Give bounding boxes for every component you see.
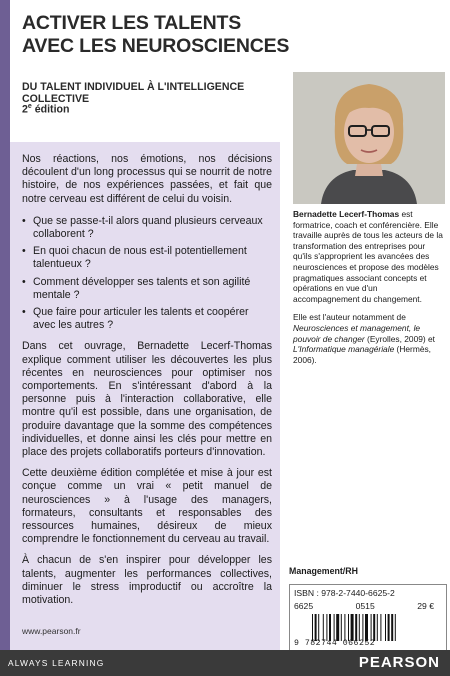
question-item: • Que se passe-t-il alors quand plusieurs cerveaux collaborent ?: [22, 215, 272, 241]
publisher-tagline: ALWAYS LEARNING: [8, 658, 105, 668]
question-item: • Que faire pour articuler les talents et coopérer avec les autres ?: [22, 306, 272, 332]
author-bio-start: Elle est l'auteur notamment de: [293, 312, 406, 323]
author-photo: [293, 72, 445, 204]
book-title: [22, 12, 322, 58]
isbn-number: ISBN : 978-2-7440-6625-2: [294, 588, 395, 598]
book-category: Management/RH: [289, 566, 358, 576]
book-title-1: Neurosciences et management, le pouvoir de changer: [293, 322, 421, 344]
footer-bar: [0, 650, 450, 676]
closing-paragraph: À chacun de s'en inspirer pour développer les talents, augmenter les performances collectives, diminuer le stress improductif ou accroître la motivation.: [22, 554, 272, 607]
question-list: [22, 215, 272, 333]
publisher-url[interactable]: www.pearson.fr: [22, 626, 81, 636]
publisher-logo: PEARSON: [358, 654, 440, 671]
barcode-digits: 9 782744 066252: [294, 639, 376, 648]
question-item: • En quoi chacun de nous est-il potentiellement talentueux ?: [22, 245, 272, 271]
author-bio-paragraph-1: [293, 209, 445, 304]
edition-label: [22, 103, 69, 116]
intro-paragraph: Nos réactions, nos émotions, nos décisions découlent d'un long processus qui se nourrit de notre histoire, de nos expériences passées, et fait que notre cerveau est différent de celui du voisin.: [22, 153, 272, 205]
edition-suffix: e: [27, 103, 32, 110]
author-bio-mid: (Eyrolles, 2009) et: [364, 333, 435, 344]
author-bio-end: (Hermès, 2006).: [293, 344, 431, 365]
isbn-barcode-box: [289, 584, 447, 652]
title-line-1: ACTIVER LES TALENTS: [22, 12, 242, 34]
price-code-line: [294, 601, 442, 611]
book-title-2: L'Informatique managériale: [293, 344, 395, 355]
author-bio: [293, 209, 445, 365]
author-bio-text-1: est formatrice, coach et conférencière. Elle travaille auprès de tous les acteurs de la transformation des entreprises pour qu'ils s'approprient les avancées des neurosciences et propose des modèles pragmatiques associant concepts et opérations en vue d'un accompagnement du changement.: [293, 209, 443, 304]
description-text: [22, 153, 272, 607]
author-bio-paragraph-2: [293, 312, 445, 365]
barcode-graphic: [312, 614, 438, 641]
book-subtitle: DU TALENT INDIVIDUEL À L'INTELLIGENCE COLLECTIVE: [22, 81, 245, 105]
edition-word: édition: [31, 103, 70, 116]
author-name: Bernadette Lecerf-Thomas: [293, 209, 400, 219]
book-summary-paragraph: Dans cet ouvrage, Bernadette Lecerf-Thomas explique comment utiliser les découvertes les plus récentes en neurosciences pour optimiser nos comportements. En s'intéressant d'abord à la personne puis à l'interaction collaborative, elle montre qu'il est possible, dans une organisation, de produire davantage que la somme des compétences individuelles, et donne ainsi les clés pour mettre en place des projets collaboratifs porteurs d'innovation.: [22, 340, 272, 459]
edition-paragraph: Cette deuxième édition complétée et mise à jour est conçue comme un vrai « petit manuel de neurosciences » à l'usage des managers, formateurs, consultants et responsables des ressources humaines, désireux de mieux comprendre le fonctionnement du cerveau au travail.: [22, 467, 272, 546]
price: 29 €: [417, 601, 434, 611]
product-code-2: 0515: [355, 601, 375, 611]
product-code-1: 6625: [294, 601, 314, 611]
purple-sidebar-stripe: [0, 0, 10, 650]
question-item: • Comment développer ses talents et son agilité mentale ?: [22, 276, 272, 302]
edition-number: 2: [22, 103, 28, 116]
title-line-2: AVEC LES NEUROSCIENCES: [22, 35, 290, 57]
